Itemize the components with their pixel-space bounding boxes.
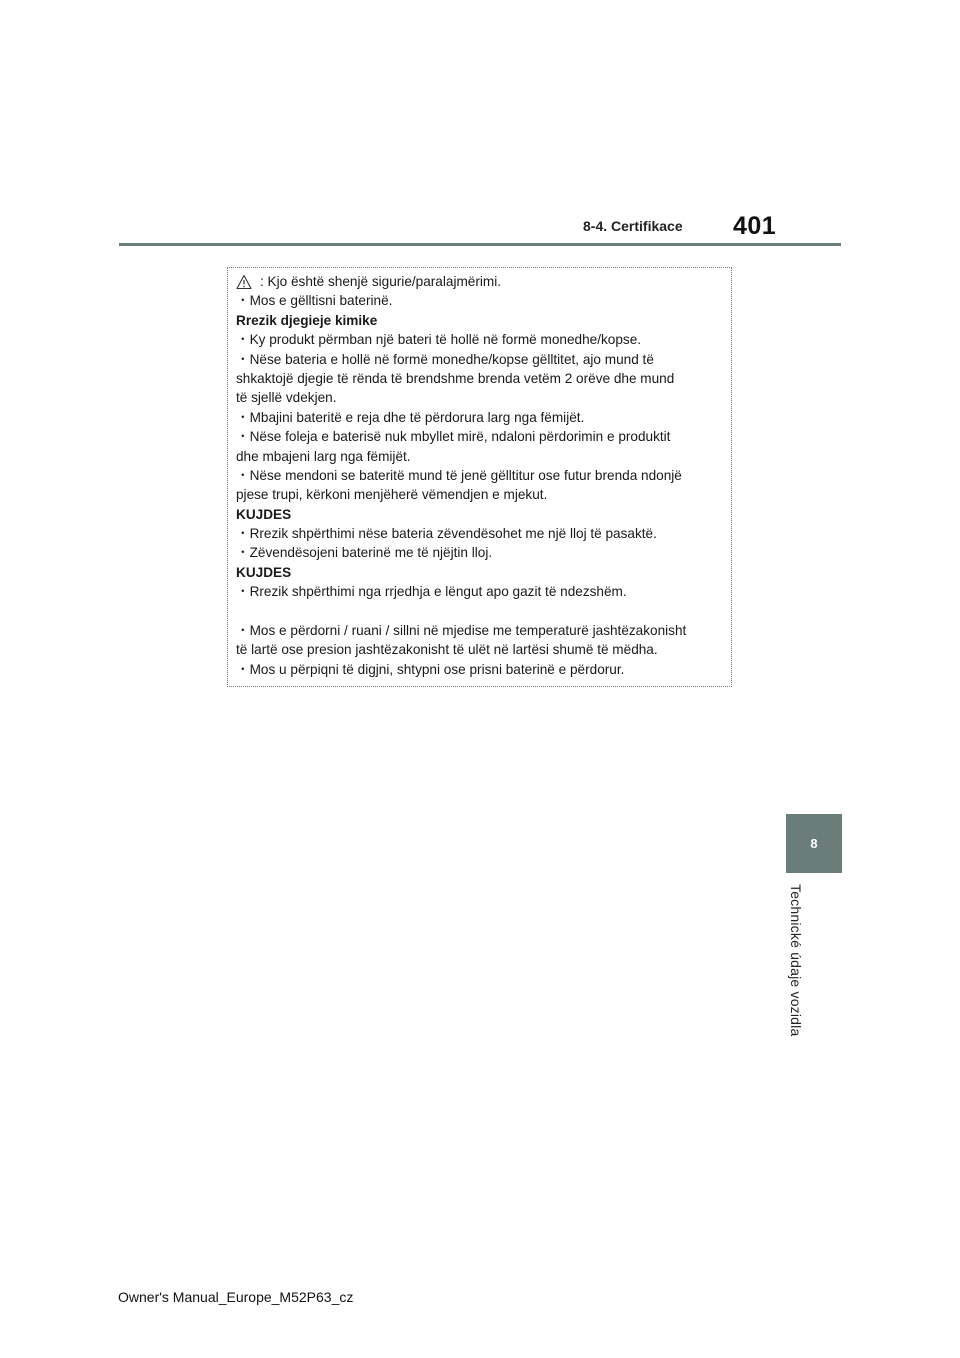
notice-line: ・Mbajini bateritë e reja dhe të përdorura larg nga fëmijët. xyxy=(236,409,585,425)
notice-line: ・Nëse foleja e baterisë nuk mbyllet mirë, ndaloni përdorimin e produktit xyxy=(236,429,671,445)
section-title: 8-4. Certifikace xyxy=(583,218,683,234)
notice-heading: KUJDES xyxy=(236,506,292,522)
notice-content xyxy=(236,272,728,679)
warning-triangle-icon xyxy=(236,274,252,290)
footer-text: Owner's Manual_Europe_M52P63_cz xyxy=(118,1289,354,1305)
notice-line: ・Mos e përdorni / ruani / sillni në mjedise me temperaturë jashtëzakonisht xyxy=(236,623,687,639)
notice-line: ・Rrezik shpërthimi nga rrjedhja e lëngut apo gazit të ndezshëm. xyxy=(236,584,627,600)
notice-line: ・Zëvendësojeni baterinë me të njëjtin lloj. xyxy=(236,545,493,561)
notice-line: pjese trupi, kërkoni menjëherë vëmendjen e mjekut. xyxy=(236,487,548,503)
chapter-tab xyxy=(786,814,842,873)
notice-line: shkaktojë djegie të rënda të brendshme brenda vetëm 2 orëve dhe mund xyxy=(236,370,675,386)
notice-line: ・Mos u përpiqni të digjni, shtypni ose prisni baterinë e përdorur. xyxy=(236,661,625,677)
page-number: 401 xyxy=(733,212,777,240)
notice-line: ・Mos e gëlltisni baterinë. xyxy=(236,293,393,309)
notice-line: ・Nëse bateria e hollë në formë monedhe/kopse gëlltitet, ajo mund të xyxy=(236,351,654,367)
notice-line: dhe mbajeni larg nga fëmijët. xyxy=(236,448,411,464)
notice-heading: Rrezik djegieje kimike xyxy=(236,312,378,328)
notice-spacer xyxy=(236,602,728,621)
notice-line: të sjellë vdekjen. xyxy=(236,390,337,406)
chapter-number: 8 xyxy=(810,836,818,851)
notice-heading: KUJDES xyxy=(236,564,292,580)
notice-warning-line xyxy=(236,272,728,291)
notice-line: ・Ky produkt përmban një bateri të hollë në formë monedhe/kopse. xyxy=(236,332,642,348)
notice-line: të lartë ose presion jashtëzakonisht të ulët në lartësi shumë të mëdha. xyxy=(236,642,658,658)
chapter-label: Technické údaje vozidla xyxy=(788,884,804,1037)
header-rule xyxy=(119,243,841,246)
notice-line: ・Rrezik shpërthimi nëse bateria zëvendësohet me një lloj të pasaktë. xyxy=(236,526,657,542)
notice-warning-text: : Kjo është shenjë sigurie/paralajmërimi. xyxy=(260,274,502,289)
notice-line: ・Nëse mendoni se bateritë mund të jenë gëlltitur ose futur brenda ndonjë xyxy=(236,467,682,483)
